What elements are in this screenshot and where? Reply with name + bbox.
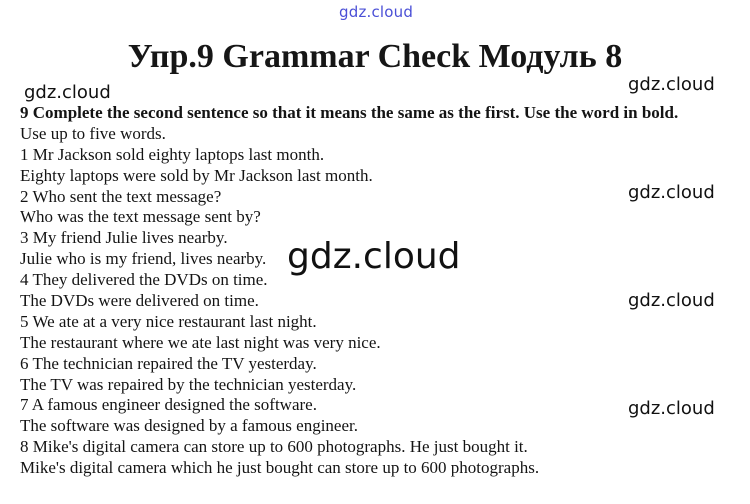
item-8-answer: Mike's digital camera which he just bought can store up to 600 photographs. — [20, 458, 540, 478]
item-5-answer: The restaurant where we ate last night was very nice. — [20, 332, 381, 352]
watermark-center: gdz.cloud — [287, 236, 461, 277]
item-4-answer: The DVDs were delivered on time. — [20, 291, 259, 311]
watermark-left: gdz.cloud — [24, 82, 111, 103]
instruction: 9 Complete the second sentence so that it means the same as the first. Use the word in bold. — [20, 103, 679, 122]
item-6-answer: The TV was repaired by the technician yesterday. — [20, 374, 357, 394]
item-5-original: 5 We ate at a very nice restaurant last night. — [20, 311, 317, 331]
watermark-right-4: gdz.cloud — [628, 398, 715, 419]
instruction-continued: Use up to five words. — [20, 123, 166, 143]
item-8-original: 8 Mike's digital camera can store up to 600 photographs. He just bought it. — [20, 437, 528, 457]
item-4-original: 4 They delivered the DVDs on time. — [20, 270, 268, 290]
watermark-top: gdz.cloud — [339, 3, 414, 21]
item-1-original: 1 Mr Jackson sold eighty laptops last month. — [20, 144, 325, 164]
item-7-answer: The software was designed by a famous engineer. — [20, 416, 358, 436]
watermark-right-2: gdz.cloud — [628, 182, 715, 203]
exercise-body — [20, 103, 745, 479]
item-7-original: 7 A famous engineer designed the software. — [20, 395, 317, 415]
item-3-answer: Julie who is my friend, lives nearby. — [20, 249, 267, 269]
item-3-original: 3 My friend Julie lives nearby. — [20, 228, 228, 248]
item-1-answer: Eighty laptops were sold by Mr Jackson last month. — [20, 165, 373, 185]
item-2-answer: Who was the text message sent by? — [20, 207, 261, 227]
item-6-original: 6 The technician repaired the TV yesterday. — [20, 353, 317, 373]
item-2-original: 2 Who sent the text message? — [20, 186, 222, 206]
watermark-right-1: gdz.cloud — [628, 74, 715, 95]
watermark-right-3: gdz.cloud — [628, 290, 715, 311]
page-title: Упр.9 Grammar Check Модуль 8 — [127, 38, 623, 75]
